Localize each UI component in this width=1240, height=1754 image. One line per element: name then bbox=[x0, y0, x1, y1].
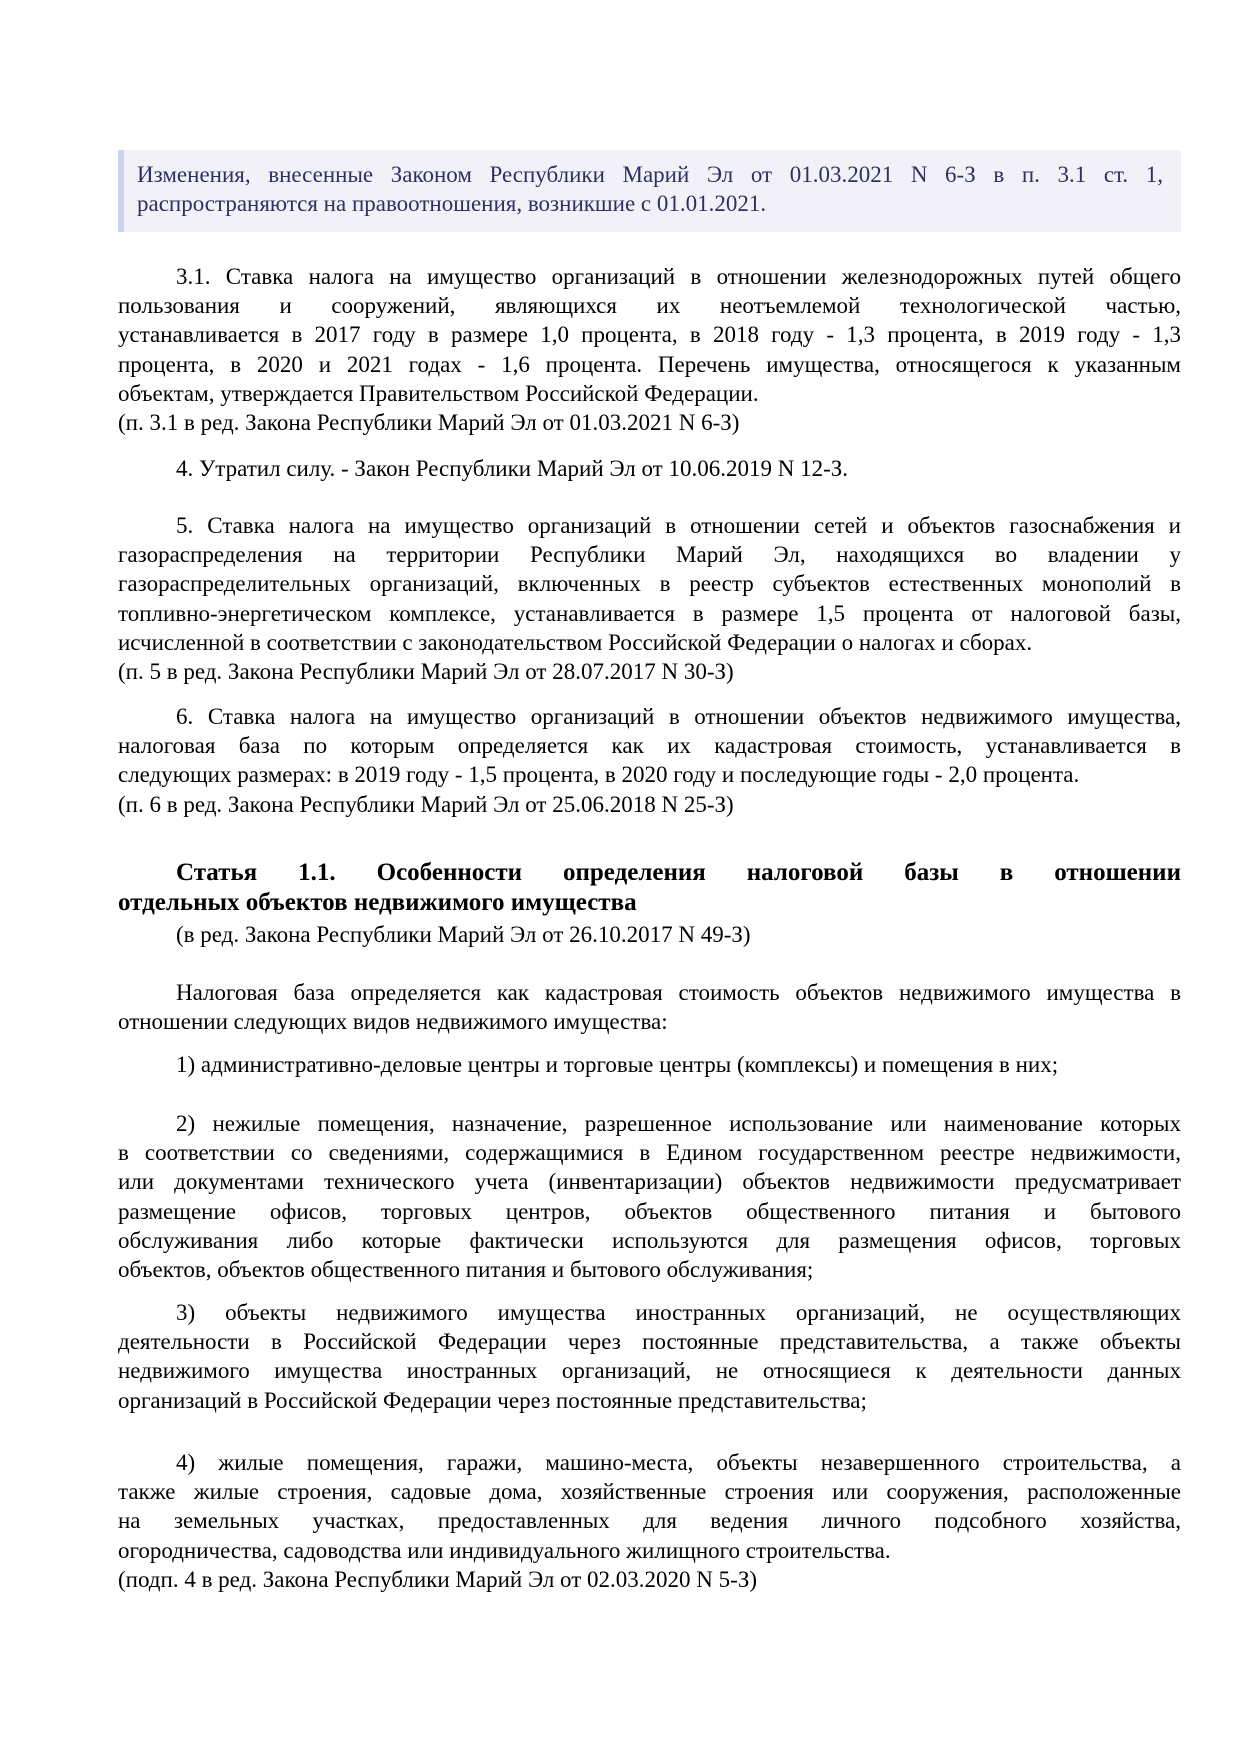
article-intro bbox=[118, 978, 1181, 1036]
paragraph-line: 4. Утратил силу. - Закон Республики Марий Эл от 10.06.2019 N 12-З. bbox=[176, 456, 849, 481]
paragraph-line: обслуживания либо которые фактически используются для размещения офисов, торговых bbox=[118, 1227, 1181, 1253]
paragraph-line: огородничества, садоводства или индивидуального жилищного строительства. bbox=[118, 1537, 891, 1563]
paragraph-line: Налоговая база определяется как кадастровая стоимость объектов недвижимого имущества в bbox=[176, 980, 1181, 1005]
paragraph-line: газораспределительных организаций, включенных в реестр субъектов естественных монополий в bbox=[118, 571, 1181, 597]
paragraph-line: организаций в Российской Федерации через постоянные представительства; bbox=[118, 1387, 867, 1413]
edition-note: (п. 5 в ред. Закона Республики Марий Эл от 28.07.2017 N 30-З) bbox=[118, 659, 734, 685]
paragraph-line: отношении следующих видов недвижимого имущества: bbox=[118, 1009, 668, 1035]
list-item-1 bbox=[118, 1050, 1181, 1079]
paragraph-line: на земельных участках, предоставленных для ведения личного подсобного хозяйства, bbox=[118, 1508, 1181, 1534]
paragraph-line: устанавливается в 2017 году в размере 1,0 процента, в 2018 году - 1,3 процента, в 2019 году - 1,3 bbox=[118, 322, 1181, 348]
paragraph-line: в соответствии со сведениями, содержащимися в Едином государственном реестре недвижимости, bbox=[118, 1140, 1181, 1166]
paragraph-line: размещение офисов, торговых центров, объектов общественного питания и бытового bbox=[118, 1198, 1181, 1224]
edition-note: (подп. 4 в ред. Закона Республики Марий Эл от 02.03.2020 N 5-З) bbox=[118, 1566, 758, 1592]
paragraph-line: процента, в 2020 и 2021 годах - 1,6 процента. Перечень имущества, относящегося к указанным bbox=[118, 351, 1181, 377]
paragraph-line: налоговая база по которым определяется как их кадастровая стоимость, устанавливается в bbox=[118, 733, 1181, 759]
article-edition-note: (в ред. Закона Республики Марий Эл от 26.10.2017 N 49-З) bbox=[176, 922, 751, 947]
paragraph-line: или документами технического учета (инвентаризации) объектов недвижимости предусматривает bbox=[118, 1169, 1181, 1195]
paragraph-4 bbox=[118, 454, 1181, 483]
paragraph-line: газораспределения на территории Республики Марий Эл, находящихся во владении у bbox=[118, 542, 1181, 568]
notice-line-2: распространяются на правоотношения, возникшие с 01.01.2021. bbox=[137, 191, 767, 216]
paragraph-line: деятельности в Российской Федерации через постоянные представительства, а также объекты bbox=[118, 1329, 1181, 1355]
paragraph-line: 2) нежилые помещения, назначение, разрешенное использование или наименование которых bbox=[176, 1111, 1181, 1136]
edition-note: (п. 3.1 в ред. Закона Республики Марий Эл от 01.03.2021 N 6-З) bbox=[118, 410, 740, 436]
paragraph-line: 1) административно-деловые центры и торговые центры (комплексы) и помещения в них; bbox=[176, 1052, 1059, 1077]
paragraph-line: 3.1. Ставка налога на имущество организаций в отношении железнодорожных путей общего bbox=[176, 264, 1181, 289]
heading-line-1: Статья 1.1. Особенности определения налоговой базы в отношении bbox=[176, 859, 1181, 886]
paragraph-line: также жилые строения, садовые дома, хозяйственные строения или сооружения, расположенные bbox=[118, 1479, 1181, 1505]
paragraph-line: 5. Ставка налога на имущество организаций в отношении сетей и объектов газоснабжения и bbox=[176, 513, 1181, 538]
list-item-2 bbox=[118, 1109, 1181, 1284]
paragraph-line: 4) жилые помещения, гаражи, машино-места, объекты незавершенного строительства, а bbox=[176, 1450, 1181, 1475]
heading-line-2: отдельных объектов недвижимого имущества bbox=[118, 889, 637, 916]
paragraph-line: объектов, объектов общественного питания и бытового обслуживания; bbox=[118, 1257, 814, 1283]
paragraph-line: объектам, утверждается Правительством Российской Федерации. bbox=[118, 380, 759, 406]
amendment-notice bbox=[118, 150, 1181, 232]
notice-line-1: Изменения, внесенные Законом Республики Марий Эл от 01.03.2021 N 6-З в п. 3.1 ст. 1, bbox=[137, 162, 1163, 187]
list-item-3 bbox=[118, 1298, 1181, 1415]
edition-note: (п. 6 в ред. Закона Республики Марий Эл от 25.06.2018 N 25-З) bbox=[118, 791, 734, 817]
paragraph-3-1 bbox=[118, 262, 1181, 437]
article-1-1-heading bbox=[118, 858, 1181, 918]
paragraph-line: 3) объекты недвижимого имущества иностранных организаций, не осуществляющих bbox=[176, 1300, 1181, 1325]
paragraph-line: топливно-энергетическом комплексе, устанавливается в размере 1,5 процента от налоговой базы, bbox=[118, 600, 1181, 626]
list-item-4 bbox=[118, 1448, 1181, 1594]
paragraph-line: следующих размерах: в 2019 году - 1,5 процента, в 2020 году и последующие годы - 2,0 процента. bbox=[118, 762, 1080, 788]
paragraph-line: исчисленной в соответствии с законодательством Российской Федерации о налогах и сборах. bbox=[118, 629, 1033, 655]
paragraph-line: недвижимого имущества иностранных организаций, не относящиеся к деятельности данных bbox=[118, 1358, 1181, 1384]
paragraph-6 bbox=[118, 702, 1181, 819]
paragraph-5 bbox=[118, 511, 1181, 686]
paragraph-line: пользования и сооружений, являющихся их неотъемлемой технологической частью, bbox=[118, 293, 1181, 319]
paragraph-line: 6. Ставка налога на имущество организаций в отношении объектов недвижимого имущества, bbox=[176, 704, 1181, 729]
